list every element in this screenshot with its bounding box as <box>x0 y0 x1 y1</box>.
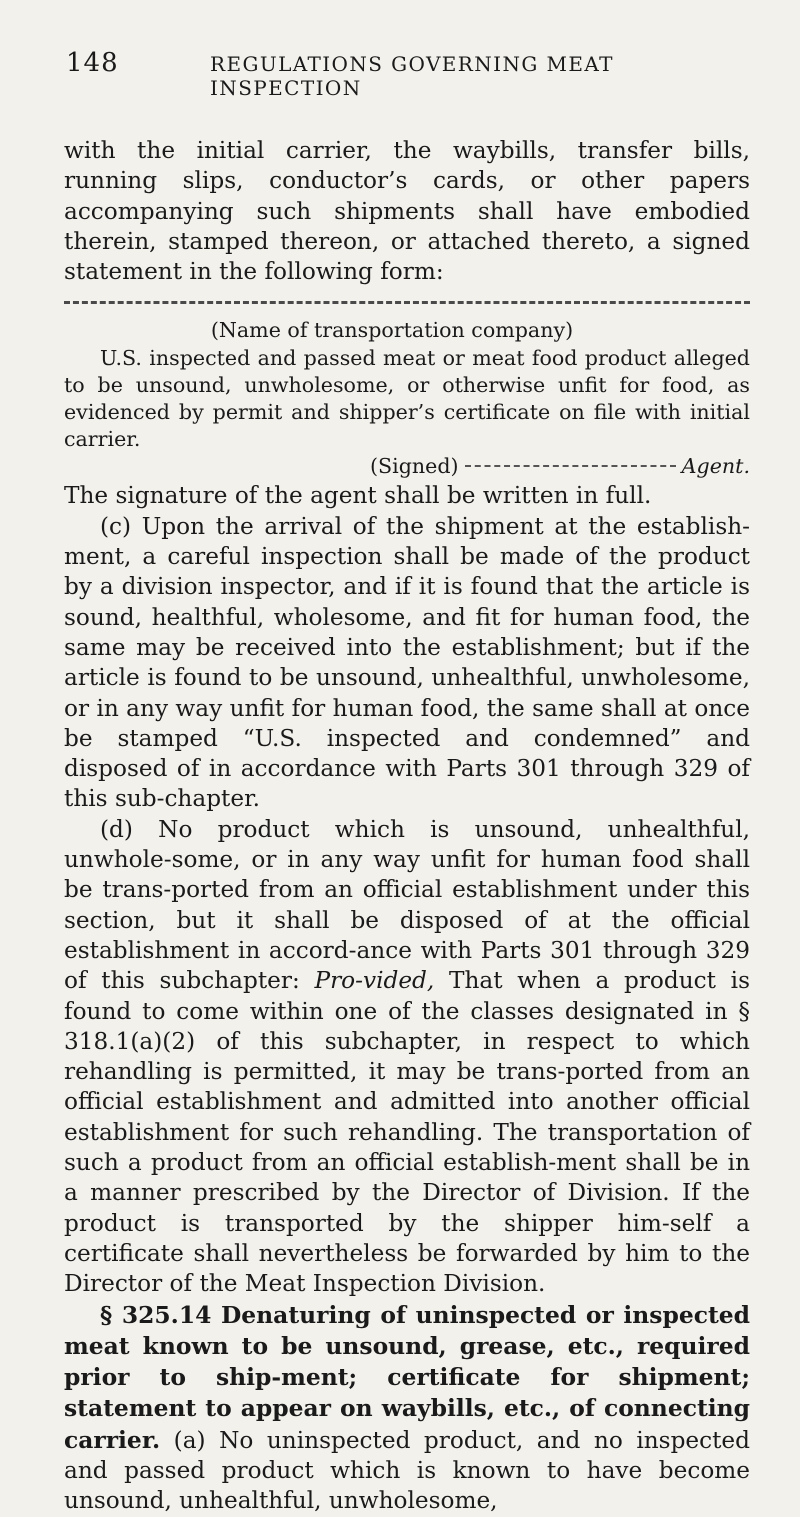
section-heading: § 325.14 Denaturing of uninspected or inspected meat known to be unsound, grease, etc., required prior to ship-ment; certificate for shipment; statement to appear on waybills, etc., of connecting carrier. <box>64 1300 750 1454</box>
signed-label: (Signed) <box>370 454 459 479</box>
agent-label: Agent. <box>681 454 750 479</box>
provided-term: Pro-vided, <box>314 967 435 995</box>
form-statement: U.S. inspected and passed meat or meat food product alleged to be unsound, unwholesome, or otherwise unfit for food, as evidenced by permit and shipper’s certificate on file with initial carrier. <box>64 346 750 452</box>
signature-line <box>64 453 750 481</box>
form-blank-line <box>64 287 750 317</box>
section-text: (a) No uninspected product, and no inspected and passed product which is known to have become unsound, unhealthful, unwholesome, <box>64 1426 751 1515</box>
signature-note: The signature of the agent shall be written in full. <box>64 482 652 510</box>
page-number: 148 <box>66 48 119 78</box>
paragraph-d <box>64 815 750 1300</box>
section-325-14 <box>64 1300 750 1517</box>
paragraph-c: (c) Upon the arrival of the shipment at the establish-ment, a careful inspection shall be made of the product by a division inspector, and if it is found that the article is sound, healthful, wholesome, and fit for human food, the same may be received into the establishment; but if the article is found to be unsound, unhealthful, unwholesome, or in any way unfit for human food, the same shall at once be stamped “U.S. inspected and condemned” and disposed of in accordance with Parts 301 through 329 of this sub-chapter. <box>64 512 750 813</box>
paragraph-d-part1: (d) No product which is unsound, unhealthful, unwhole-some, or in any way unfit for human food shall be trans-ported from an official establishment under this section, but it shall be disposed of at the official establishment in accord-ance with Parts 301 through 329 of this subchapter: <box>64 815 750 995</box>
signature-blank <box>465 465 676 467</box>
paragraph-d-part2: That when a product is found to come within one of the classes designated in § 318.1(a)(2) of this subchapter, in respect to which rehandling is permitted, it may be trans-ported from an official establishment and admitted into another official establishment for such rehandling. The transportation of such a product from an official establish-ment shall be in a manner prescribed by the Director of Division. If the product is transported by the shipper him-self a certificate shall nevertheless be forwarded by him to the Director of the Meat Inspection Division. <box>64 967 750 1298</box>
intro-paragraph: with the initial carrier, the waybills, transfer bills, running slips, conductor’s cards, or other papers accompanying such shipments shall have embodied therein, stamped thereon, or attached thereto, a signed statement in the following form: <box>64 137 750 286</box>
running-head <box>64 44 750 100</box>
form-caption: (Name of transportation company) <box>210 318 574 343</box>
running-title: REGULATIONS GOVERNING MEAT INSPECTION <box>210 52 614 100</box>
body-text <box>64 136 750 1517</box>
